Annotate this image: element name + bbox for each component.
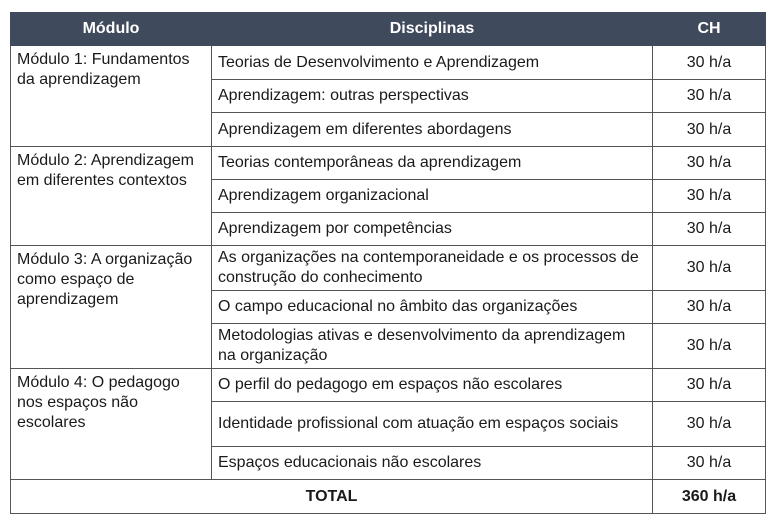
module-cell: Módulo 2: Aprendizagem em diferentes contextos	[11, 147, 212, 246]
module-cell: Módulo 3: A organização como espaço de aprendizagem	[11, 246, 212, 369]
table-row	[11, 147, 766, 180]
ch-cell: 30 h/a	[653, 324, 766, 369]
discipline-cell: Teorias contemporâneas da aprendizagem	[212, 147, 653, 180]
discipline-cell: Aprendizagem por competências	[212, 213, 653, 246]
discipline-cell: As organizações na contemporaneidade e os processos de construção do conhecimento	[212, 246, 653, 291]
module-cell: Módulo 4: O pedagogo nos espaços não escolares	[11, 369, 212, 480]
header-row	[11, 13, 766, 46]
ch-cell: 30 h/a	[653, 447, 766, 480]
table-row	[11, 246, 766, 291]
discipline-cell: Metodologias ativas e desenvolvimento da aprendizagem na organização	[212, 324, 653, 369]
discipline-cell: O campo educacional no âmbito das organizações	[212, 291, 653, 324]
discipline-cell: Teorias de Desenvolvimento e Aprendizagem	[212, 46, 653, 80]
ch-cell: 30 h/a	[653, 113, 766, 147]
ch-cell: 30 h/a	[653, 147, 766, 180]
total-row	[11, 480, 766, 514]
table-row	[11, 369, 766, 402]
ch-cell: 30 h/a	[653, 402, 766, 447]
total-label: TOTAL	[11, 480, 653, 514]
ch-cell: 30 h/a	[653, 180, 766, 213]
discipline-cell: Identidade profissional com atuação em espaços sociais	[212, 402, 653, 447]
discipline-cell: O perfil do pedagogo em espaços não escolares	[212, 369, 653, 402]
discipline-cell: Espaços educacionais não escolares	[212, 447, 653, 480]
ch-cell: 30 h/a	[653, 246, 766, 291]
discipline-cell: Aprendizagem: outras perspectivas	[212, 80, 653, 113]
total-ch: 360 h/a	[653, 480, 766, 514]
header-ch: CH	[653, 13, 766, 46]
module-cell: Módulo 1: Fundamentos da aprendizagem	[11, 46, 212, 147]
ch-cell: 30 h/a	[653, 369, 766, 402]
ch-cell: 30 h/a	[653, 46, 766, 80]
ch-cell: 30 h/a	[653, 80, 766, 113]
discipline-cell: Aprendizagem organizacional	[212, 180, 653, 213]
header-modulo: Módulo	[11, 13, 212, 46]
ch-cell: 30 h/a	[653, 291, 766, 324]
discipline-cell: Aprendizagem em diferentes abordagens	[212, 113, 653, 147]
ch-cell: 30 h/a	[653, 213, 766, 246]
curriculum-table	[10, 12, 766, 514]
header-disciplinas: Disciplinas	[212, 13, 653, 46]
table-row	[11, 46, 766, 80]
